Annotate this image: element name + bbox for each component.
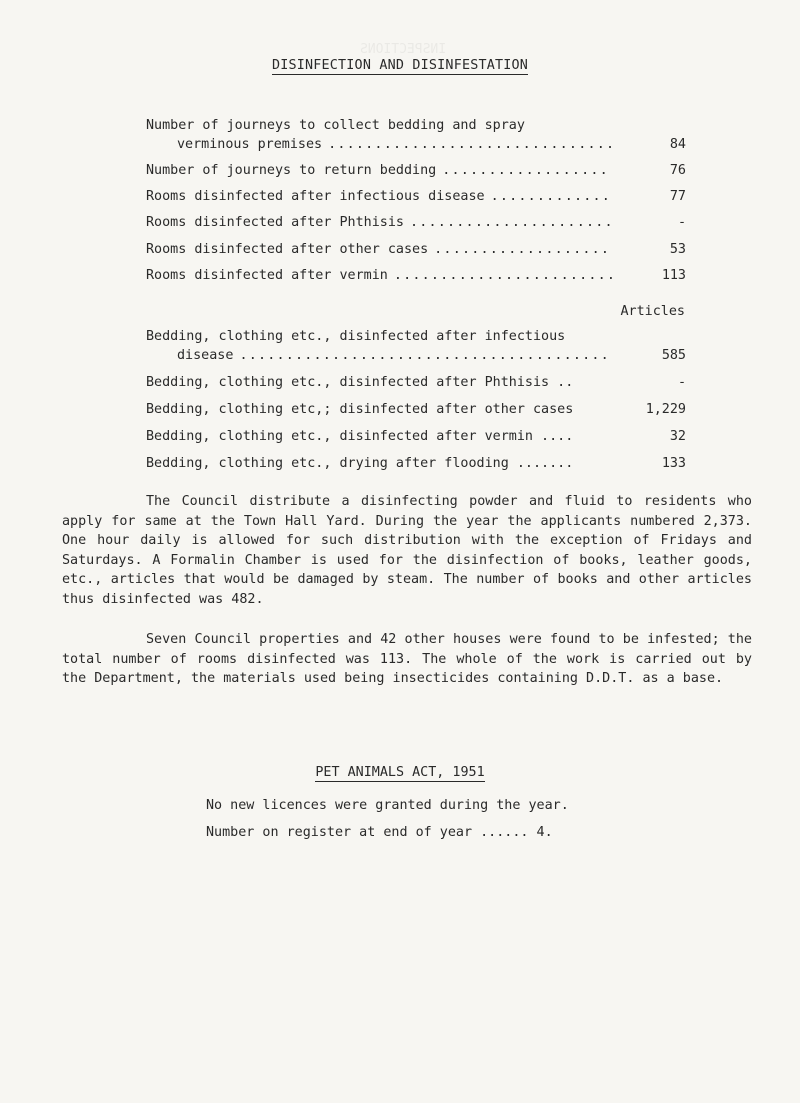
table-row-bedding-vermin <box>146 429 686 444</box>
table-row-rooms-other <box>146 242 686 257</box>
dot-leader <box>434 242 612 257</box>
journeys-bedding-value: 84 <box>669 137 686 152</box>
bedding-phthisis-label: Bedding, clothing etc., disinfected after Phthisis .. <box>146 375 574 390</box>
page-title: DISINFECTION AND DISINFESTATION <box>271 58 529 73</box>
rooms-vermin-value: 113 <box>661 268 686 283</box>
bleed-through-text: INSPECTIONS <box>360 42 447 57</box>
bedding-vermin-label: Bedding, clothing etc., disinfected after vermin .... <box>146 429 574 444</box>
table-row-return-bedding <box>146 163 686 178</box>
articles-column-header: Articles <box>620 304 685 319</box>
table-row-rooms-vermin <box>146 268 686 283</box>
rooms-other-label: Rooms disinfected after other cases <box>146 242 429 257</box>
rooms-infectious-label: Rooms disinfected after infectious disease <box>146 189 485 204</box>
table-row-rooms-infectious <box>146 189 686 204</box>
table-row-bedding-flooding <box>146 456 686 471</box>
table-row-journeys-bedding <box>177 137 686 152</box>
dot-leader <box>394 268 612 283</box>
paragraph-council-properties: Seven Council properties and 42 other houses were found to be infested; the total number of rooms disinfected was 113. The whole of the work is carried out by the Department, the materials used being insecticides containing D.D.T. as a base. <box>62 632 752 687</box>
dot-leader <box>442 163 612 178</box>
bedding-infectious-label-line2: disease <box>177 348 234 363</box>
paragraph-disinfecting-powder: The Council distribute a disinfecting powder and fluid to residents who apply for same at the Town Hall Yard. During the year the applicants numbered 2,373. One hour daily is allowed for such distribution with the exception of Fridays and Saturdays. A Formalin Chamber is used for the disinfection of books, leather goods, etc., articles that would be damaged by steam. The number of books and other articles thus disinfected was 482. <box>62 494 752 607</box>
dot-leader <box>410 215 612 230</box>
rooms-other-value: 53 <box>669 242 686 257</box>
pet-animals-heading: PET ANIMALS ACT, 1951 <box>315 765 485 780</box>
bedding-other-label: Bedding, clothing etc,; disinfected after other cases <box>146 402 574 417</box>
bedding-phthisis-value: - <box>677 375 686 390</box>
rooms-phthisis-value: - <box>677 215 686 230</box>
bedding-flooding-value: 133 <box>661 456 686 471</box>
table-row-rooms-phthisis <box>146 215 686 230</box>
journeys-bedding-label-line2: verminous premises <box>177 137 323 152</box>
bedding-infectious-label-line1: Bedding, clothing etc., disinfected after infectious <box>146 329 566 344</box>
rooms-vermin-label: Rooms disinfected after vermin <box>146 268 388 283</box>
bedding-vermin-value: 32 <box>669 429 686 444</box>
pet-licences-text: No new licences were granted during the year. <box>206 798 569 813</box>
bedding-flooding-label: Bedding, clothing etc., drying after flooding ....... <box>146 456 574 471</box>
return-bedding-value: 76 <box>669 163 686 178</box>
return-bedding-label: Number of journeys to return bedding <box>146 163 437 178</box>
rooms-phthisis-label: Rooms disinfected after Phthisis <box>146 215 404 230</box>
table-row-bedding-infectious <box>177 348 686 363</box>
rooms-infectious-value: 77 <box>669 189 686 204</box>
bedding-other-value: 1,229 <box>645 402 686 417</box>
dot-leader <box>328 137 612 152</box>
dot-leader <box>239 348 612 363</box>
pet-register-text: Number on register at end of year ...... 4. <box>206 825 553 840</box>
journeys-bedding-label-line1: Number of journeys to collect bedding and spray <box>146 118 525 133</box>
bedding-infectious-value: 585 <box>661 348 686 363</box>
table-row-bedding-phthisis <box>146 375 686 390</box>
table-row-bedding-other <box>146 402 686 417</box>
dot-leader <box>491 189 612 204</box>
